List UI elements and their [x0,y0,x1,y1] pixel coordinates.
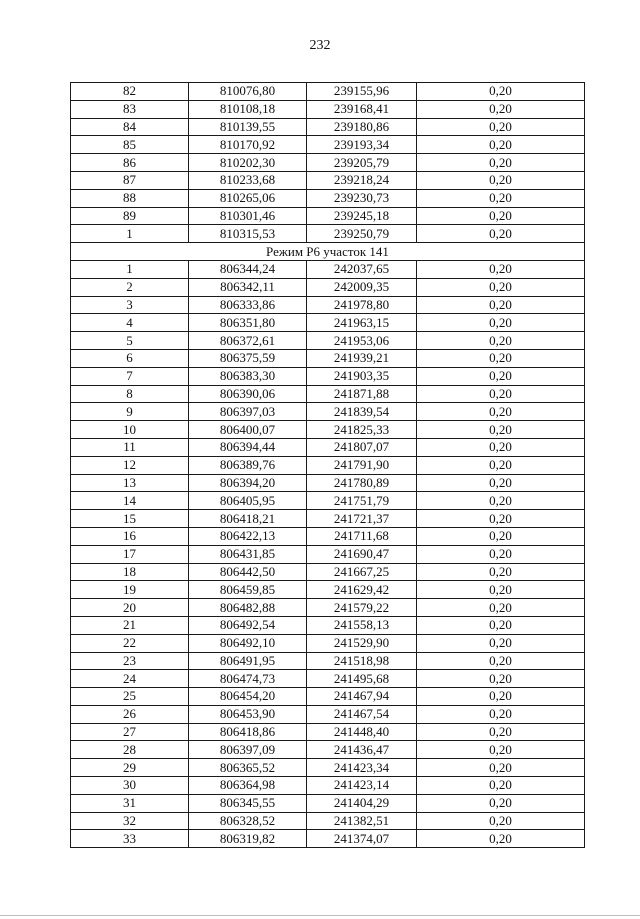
y-coordinate-cell: 239193,34 [307,136,417,154]
accuracy-cell: 0,20 [417,83,585,101]
y-coordinate-cell: 241690,47 [307,545,417,563]
table-row [71,688,585,706]
point-number-cell: 6 [71,349,189,367]
point-number-cell: 18 [71,563,189,581]
y-coordinate-cell: 241404,29 [307,794,417,812]
x-coordinate-cell: 806491,95 [189,652,307,670]
y-coordinate-cell: 239180,86 [307,118,417,136]
accuracy-cell: 0,20 [417,456,585,474]
x-coordinate-cell: 806422,13 [189,527,307,545]
table-row [71,545,585,563]
y-coordinate-cell: 241374,07 [307,830,417,848]
point-number-cell: 9 [71,403,189,421]
y-coordinate-cell: 242037,65 [307,260,417,278]
x-coordinate-cell: 806397,09 [189,741,307,759]
accuracy-cell: 0,20 [417,385,585,403]
y-coordinate-cell: 241448,40 [307,723,417,741]
point-number-cell: 30 [71,777,189,795]
page-bottom-rule [0,915,640,916]
x-coordinate-cell: 810170,92 [189,136,307,154]
y-coordinate-cell: 241423,34 [307,759,417,777]
y-coordinate-cell: 239205,79 [307,154,417,172]
section-title: Режим Р6 участок 141 [71,243,585,261]
x-coordinate-cell: 806333,86 [189,296,307,314]
y-coordinate-cell: 241495,68 [307,670,417,688]
point-number-cell: 29 [71,759,189,777]
table-row [71,189,585,207]
point-number-cell: 33 [71,830,189,848]
y-coordinate-cell: 239250,79 [307,225,417,243]
point-number-cell: 15 [71,510,189,528]
table-row [71,154,585,172]
table-row [71,278,585,296]
accuracy-cell: 0,20 [417,616,585,634]
x-coordinate-cell: 810315,53 [189,225,307,243]
accuracy-cell: 0,20 [417,599,585,617]
x-coordinate-cell: 810139,55 [189,118,307,136]
point-number-cell: 84 [71,118,189,136]
point-number-cell: 14 [71,492,189,510]
y-coordinate-cell: 241721,37 [307,510,417,528]
y-coordinate-cell: 241529,90 [307,634,417,652]
point-number-cell: 83 [71,100,189,118]
point-number-cell: 23 [71,652,189,670]
y-coordinate-cell: 241558,13 [307,616,417,634]
x-coordinate-cell: 806344,24 [189,260,307,278]
accuracy-cell: 0,20 [417,207,585,225]
accuracy-cell: 0,20 [417,100,585,118]
table-row [71,794,585,812]
y-coordinate-cell: 241579,22 [307,599,417,617]
y-coordinate-cell: 241629,42 [307,581,417,599]
accuracy-cell: 0,20 [417,777,585,795]
table-row [71,563,585,581]
y-coordinate-cell: 241807,07 [307,438,417,456]
x-coordinate-cell: 806454,20 [189,688,307,706]
x-coordinate-cell: 810076,80 [189,83,307,101]
point-number-cell: 85 [71,136,189,154]
table-row [71,652,585,670]
accuracy-cell: 0,20 [417,278,585,296]
table-row [71,296,585,314]
y-coordinate-cell: 241978,80 [307,296,417,314]
x-coordinate-cell: 806418,86 [189,723,307,741]
y-coordinate-cell: 241839,54 [307,403,417,421]
x-coordinate-cell: 810233,68 [189,171,307,189]
table-row [71,616,585,634]
point-number-cell: 8 [71,385,189,403]
y-coordinate-cell: 241791,90 [307,456,417,474]
table-row [71,670,585,688]
table-row [71,723,585,741]
x-coordinate-cell: 806365,52 [189,759,307,777]
accuracy-cell: 0,20 [417,403,585,421]
point-number-cell: 26 [71,705,189,723]
point-number-cell: 87 [71,171,189,189]
x-coordinate-cell: 806342,11 [189,278,307,296]
x-coordinate-cell: 806345,55 [189,794,307,812]
table-row [71,705,585,723]
x-coordinate-cell: 806397,03 [189,403,307,421]
y-coordinate-cell: 241751,79 [307,492,417,510]
accuracy-cell: 0,20 [417,741,585,759]
point-number-cell: 88 [71,189,189,207]
point-number-cell: 82 [71,83,189,101]
point-number-cell: 32 [71,812,189,830]
y-coordinate-cell: 241903,35 [307,367,417,385]
accuracy-cell: 0,20 [417,652,585,670]
y-coordinate-cell: 239245,18 [307,207,417,225]
point-number-cell: 3 [71,296,189,314]
accuracy-cell: 0,20 [417,812,585,830]
table-row [71,634,585,652]
y-coordinate-cell: 242009,35 [307,278,417,296]
section-header-row [71,243,585,261]
x-coordinate-cell: 806383,30 [189,367,307,385]
accuracy-cell: 0,20 [417,367,585,385]
accuracy-cell: 0,20 [417,421,585,439]
x-coordinate-cell: 806328,52 [189,812,307,830]
point-number-cell: 31 [71,794,189,812]
x-coordinate-cell: 806459,85 [189,581,307,599]
table-row [71,830,585,848]
point-number-cell: 19 [71,581,189,599]
point-number-cell: 12 [71,456,189,474]
table-row [71,332,585,350]
accuracy-cell: 0,20 [417,723,585,741]
x-coordinate-cell: 806431,85 [189,545,307,563]
accuracy-cell: 0,20 [417,225,585,243]
accuracy-cell: 0,20 [417,510,585,528]
accuracy-cell: 0,20 [417,314,585,332]
y-coordinate-cell: 241436,47 [307,741,417,759]
x-coordinate-cell: 806442,50 [189,563,307,581]
coordinates-table [70,82,585,848]
table-row [71,741,585,759]
table-row [71,260,585,278]
y-coordinate-cell: 241382,51 [307,812,417,830]
x-coordinate-cell: 806400,07 [189,421,307,439]
x-coordinate-cell: 806418,21 [189,510,307,528]
table-row [71,759,585,777]
x-coordinate-cell: 806482,88 [189,599,307,617]
table-row [71,527,585,545]
accuracy-cell: 0,20 [417,563,585,581]
page-number: 232 [309,38,331,53]
point-number-cell: 7 [71,367,189,385]
y-coordinate-cell: 241467,54 [307,705,417,723]
accuracy-cell: 0,20 [417,634,585,652]
accuracy-cell: 0,20 [417,349,585,367]
table-row [71,100,585,118]
point-number-cell: 27 [71,723,189,741]
x-coordinate-cell: 806453,90 [189,705,307,723]
accuracy-cell: 0,20 [417,527,585,545]
accuracy-cell: 0,20 [417,118,585,136]
accuracy-cell: 0,20 [417,688,585,706]
x-coordinate-cell: 806364,98 [189,777,307,795]
accuracy-cell: 0,20 [417,332,585,350]
accuracy-cell: 0,20 [417,794,585,812]
x-coordinate-cell: 806474,73 [189,670,307,688]
point-number-cell: 4 [71,314,189,332]
x-coordinate-cell: 806394,44 [189,438,307,456]
coordinates-table-body [71,83,585,848]
table-row [71,403,585,421]
point-number-cell: 1 [71,260,189,278]
accuracy-cell: 0,20 [417,154,585,172]
table-row [71,367,585,385]
x-coordinate-cell: 806389,76 [189,456,307,474]
table-row [71,118,585,136]
y-coordinate-cell: 239218,24 [307,171,417,189]
table-row [71,581,585,599]
point-number-cell: 10 [71,421,189,439]
point-number-cell: 16 [71,527,189,545]
y-coordinate-cell: 241825,33 [307,421,417,439]
y-coordinate-cell: 241667,25 [307,563,417,581]
table-row [71,225,585,243]
accuracy-cell: 0,20 [417,474,585,492]
table-row [71,492,585,510]
point-number-cell: 25 [71,688,189,706]
point-number-cell: 21 [71,616,189,634]
table-row [71,171,585,189]
y-coordinate-cell: 241953,06 [307,332,417,350]
y-coordinate-cell: 239230,73 [307,189,417,207]
point-number-cell: 28 [71,741,189,759]
table-row [71,474,585,492]
accuracy-cell: 0,20 [417,830,585,848]
accuracy-cell: 0,20 [417,581,585,599]
table-row [71,599,585,617]
y-coordinate-cell: 241939,21 [307,349,417,367]
x-coordinate-cell: 806319,82 [189,830,307,848]
x-coordinate-cell: 810108,18 [189,100,307,118]
y-coordinate-cell: 239155,96 [307,83,417,101]
accuracy-cell: 0,20 [417,670,585,688]
point-number-cell: 5 [71,332,189,350]
accuracy-cell: 0,20 [417,171,585,189]
point-number-cell: 2 [71,278,189,296]
accuracy-cell: 0,20 [417,136,585,154]
y-coordinate-cell: 241780,89 [307,474,417,492]
table-row [71,136,585,154]
point-number-cell: 20 [71,599,189,617]
x-coordinate-cell: 806492,10 [189,634,307,652]
x-coordinate-cell: 810265,06 [189,189,307,207]
accuracy-cell: 0,20 [417,492,585,510]
x-coordinate-cell: 806492,54 [189,616,307,634]
table-row [71,812,585,830]
accuracy-cell: 0,20 [417,438,585,456]
table-row [71,385,585,403]
table-row [71,421,585,439]
point-number-cell: 24 [71,670,189,688]
table-row [71,314,585,332]
accuracy-cell: 0,20 [417,189,585,207]
point-number-cell: 11 [71,438,189,456]
table-row [71,349,585,367]
x-coordinate-cell: 810202,30 [189,154,307,172]
y-coordinate-cell: 241423,14 [307,777,417,795]
accuracy-cell: 0,20 [417,759,585,777]
y-coordinate-cell: 241711,68 [307,527,417,545]
point-number-cell: 89 [71,207,189,225]
point-number-cell: 17 [71,545,189,563]
x-coordinate-cell: 806372,61 [189,332,307,350]
table-row [71,438,585,456]
table-row [71,510,585,528]
y-coordinate-cell: 241518,98 [307,652,417,670]
table-row [71,207,585,225]
table-row [71,83,585,101]
x-coordinate-cell: 806351,80 [189,314,307,332]
y-coordinate-cell: 241467,94 [307,688,417,706]
y-coordinate-cell: 239168,41 [307,100,417,118]
x-coordinate-cell: 810301,46 [189,207,307,225]
accuracy-cell: 0,20 [417,296,585,314]
x-coordinate-cell: 806390,06 [189,385,307,403]
point-number-cell: 1 [71,225,189,243]
y-coordinate-cell: 241871,88 [307,385,417,403]
point-number-cell: 13 [71,474,189,492]
x-coordinate-cell: 806405,95 [189,492,307,510]
point-number-cell: 86 [71,154,189,172]
y-coordinate-cell: 241963,15 [307,314,417,332]
accuracy-cell: 0,20 [417,545,585,563]
table-row [71,777,585,795]
table-row [71,456,585,474]
accuracy-cell: 0,20 [417,705,585,723]
x-coordinate-cell: 806394,20 [189,474,307,492]
x-coordinate-cell: 806375,59 [189,349,307,367]
point-number-cell: 22 [71,634,189,652]
accuracy-cell: 0,20 [417,260,585,278]
